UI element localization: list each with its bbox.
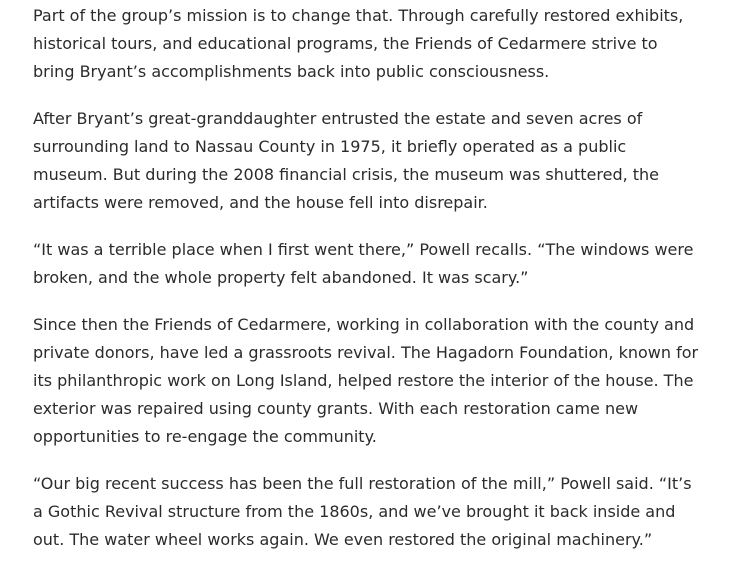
article-paragraph: Part of the group’s mission is to change that. Through carefully restored exhibits, historical tours, and educational programs, the Friends of Cedarmere strive to bring Bryant’s accomplishments back into public consciousness. <box>33 6 684 81</box>
article-paragraph: “Our big recent success has been the full restoration of the mill,” Powell said. “It’s a Gothic Revival structure from the 1860s, and we’ve brought it back inside and out. The water wheel works again. We even restored the original machinery.” <box>33 474 692 549</box>
article-paragraph: “It was a terrible place when I first went there,” Powell recalls. “The windows were broken, and the whole property felt abandoned. It was scary.” <box>33 240 694 287</box>
article-body <box>33 2 703 573</box>
article-paragraph: Since then the Friends of Cedarmere, working in collaboration with the county and private donors, have led a grassroots revival. The Hagadorn Foundation, known for its philanthropic work on Long Island, helped restore the interior of the house. The exterior was repaired using county grants. With each restoration came new opportunities to re-engage the community. <box>33 315 699 446</box>
article-paragraph: After Bryant’s great-granddaughter entrusted the estate and seven acres of surrounding land to Nassau County in 1975, it briefly operated as a public museum. But during the 2008 financial crisis, the museum was shuttered, the artifacts were removed, and the house fell into disrepair. <box>33 109 660 212</box>
